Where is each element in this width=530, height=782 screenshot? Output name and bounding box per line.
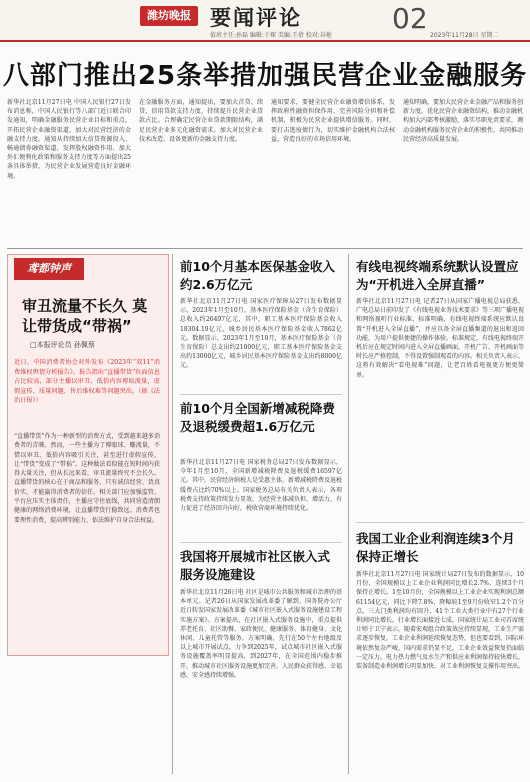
article-divider	[356, 522, 524, 523]
issue-date: 2023年11月28日 星期二	[430, 32, 499, 39]
article-title-medical-insurance: 前10个月基本医保基金收入约2.6万亿元	[180, 259, 335, 292]
staff-credits: 值班主任:孙磊 编辑:于琛 美编:王蓓 校对:谷艳	[210, 32, 332, 39]
masthead-divider	[0, 40, 530, 42]
article-title-tax-cuts: 前10个月全国新增减税降费及退税缓费超1.6万亿元	[180, 401, 335, 434]
article-body-industrial-profits: 新华社北京11月27日电 国家统计局27日发布的数据显示，10月份，全国规模以上工业企业利润同比增长2.7%，连续3个月保持正增长。1至10月份，全国规模以上工业企业实现利润总额61154亿元，同比下降7.8%，降幅较1至9月份收窄1.2个百分点。三大门类利润均有回升，41个工业大类行业中有27个行业利润同比增长，行业增长面接近七成。国家统计局工业司首席统计师于卫宁表示，随着宏观组合政策效应持续显现，工业生产需求逐步恢复，工业企业利润延续恢复态势，但也要看到，国际环境依然复杂严峻，国内需求仍显不足，工业企业效益恢复仍面临一定压力。电力热力燃气及水生产和供应业利润保持较快增长，装备制造业利润增长明显加快，对工业利润恢复支撑作用突出。	[356, 571, 524, 671]
newspaper-logo: 潍坊晚报	[140, 6, 198, 26]
article-body-medical-insurance: 新华社北京11月27日电 国家医疗保障局27日发布数据显示，2023年1月至10月，基本医疗保险基金（含生育保险）总收入约26497亿元，其中，职工基本医疗保险基金收入18304.19亿元，城乡居民基本医疗保险基金收入7862亿元。数据显示，2023年1月至10月，基本医疗保险基金（含生育保险）总支出约21000亿元，职工基本医疗保险基金支出约13000亿元，城乡居民基本医疗保险基金支出约8000亿元。	[180, 298, 342, 370]
page-number: 02	[392, 2, 428, 35]
article-body-community-services: 新华社北京11月26日电 社区是城市公共服务和城市治理的基本单元。记者26日从国家发展改革委了解到，国务院办公厅近日转发国家发展改革委《城市社区嵌入式服务设施建设工程实施方案》。方案提出，在社区嵌入式服务设施中，重点提供养老托育、社区助餐、家政便民、健康服务、体育健身、文化休闲、儿童托管等服务。方案明确，先行在50个左右地级及以上城市开展试点，力争到2025年，试点城市社区嵌入式服务设施覆盖率明显提高，到2027年，在全国范围内稳步推开，推动城市社区服务设施更加完善，人民群众获得感、幸福感、安全感持续增强。	[180, 589, 342, 679]
article-title-cable-tv: 有线电视终端系统默认设置应为“开机进入全屏直播”	[356, 259, 519, 292]
section-divider	[7, 248, 523, 249]
lead-column-4: 通知明确，要加大民营企业金融产品和服务创新力度，优化民营企业融资结构，推动金融机构加大内部考核激励，落实尽职免责要求，调动金融机构服务民营企业的积极性，共同推动民营经济高质量发展。	[403, 99, 523, 143]
section-title: 要闻评论	[210, 6, 302, 30]
article-title-industrial-profits: 我国工业企业利润连续3个月保持正增长	[356, 531, 515, 564]
main-headline: 八部门推出25条举措加强民营企业金融服务	[2, 61, 528, 91]
article-divider	[180, 542, 342, 543]
commentary-summary: 近日，中国消费者协会对外发布《2023年“双11”消费维权舆情分析报告》，报告指出“直播带货”负面信息占比较高，部分主播以审丑、低俗内容博取流量，虚假宣传、质量问题、售后维权难等问题突出。（据《法治日报》）	[14, 359, 160, 404]
article-divider	[180, 394, 342, 395]
column-header: 鸢都钟声	[14, 258, 84, 280]
commentary-byline: □本报评论员 孙佩蔡	[30, 341, 95, 349]
column-divider-left	[172, 254, 173, 774]
article-title-community-services: 我国将开展城市社区嵌入式服务设施建设	[180, 549, 331, 582]
article-body-cable-tv: 新华社北京11月27日电 记者27日从国家广播电视总局获悉，广电总局日前印发了《有线电视业务技术要求》等三项广播电视和网络视听行业标准，标准明确，有线电视终端系统应默认设置“开机进入全屏直播”，并应具备全屏直播频道的退出和返回功能，为用户提供便捷的操作体验。标准规定，有线电视终端开机后应在规定时间内进入全屏直播画面，开机广告、开机画面等时长应严格控制，不得设置强制观看的内容。相关负责人表示，这将有效解决“看电视难”问题，让老百姓看电视更方便更简单。	[356, 298, 524, 379]
lead-column-1: 新华社北京11月27日电 中国人民银行27日发布消息称，中国人民银行等八部门近日联合印发通知，明确金融服务民营企业目标和重点，开拓民营企业融资渠道，加大对民营经济的金融支持力度。通知从持续加大信贷资源投入、畅通债券融资渠道、发挥股权融资作用、加大外汇便利化政策和服务支持力度等方面提出25条具体举措，为民营企业发展营造良好金融环境。	[7, 99, 131, 180]
commentary-title: 审丑流量不长久 莫让带货成“带祸”	[22, 297, 148, 335]
lead-column-2: 在金融服务方面，通知提出，要加大首贷、续贷、信用贷款支持力度，持续提升民营企业贷款占比。合理确定民营企业贷款期限结构，满足民营企业多元化融资需求。加大对民营企业技术改造、设备更新的金融支持力度。	[139, 99, 263, 143]
column-divider-right	[348, 254, 349, 774]
lead-column-3: 通知要求，要健全民营企业融资增信体系，发挥政府性融资担保作用，完善风险分担和补偿机制，积极为民营企业提供增信服务。同时，要打击逃废债行为，切实维护金融机构合法权益，营造良好的市场信用环境。	[271, 99, 395, 143]
commentary-body: “直播带货”作为一种新型的消费方式，受到越来越多消费者的青睐。然而，一些主播为了博眼球、赚流量，不惜以审丑、低俗内容吸引关注，甚至进行虚假宣传，让“带货”变成了“带祸”。这种做法看似能在短时间内获得大量关注，但从长远来看，审丑流量终究不会长久。直播带货的核心在于商品和服务，只有诚信经营、货真价实，才能赢得消费者的信任。相关部门应加强监管，平台应压实主体责任，主播应守住底线，共同营造清朗健康的网络消费环境，让直播带货行稳致远。消费者也要理性消费，提高辨别能力，依法维护自身合法权益。	[14, 433, 160, 524]
article-body-tax-cuts: 新华社北京11月27日电 国家税务总局27日发布数据显示，今年1月至10月，全国新增减税降费及退税缓费16597亿元。其中，民营经济纳税人是受惠主体，新增减税降费及退税缓费占比约70%以上。国家税务总局有关负责人表示，各项税费支持政策持续发力显效，为经营主体减负担、增活力，有力促进了经济回升向好，税收营商环境持续优化。	[180, 459, 342, 513]
